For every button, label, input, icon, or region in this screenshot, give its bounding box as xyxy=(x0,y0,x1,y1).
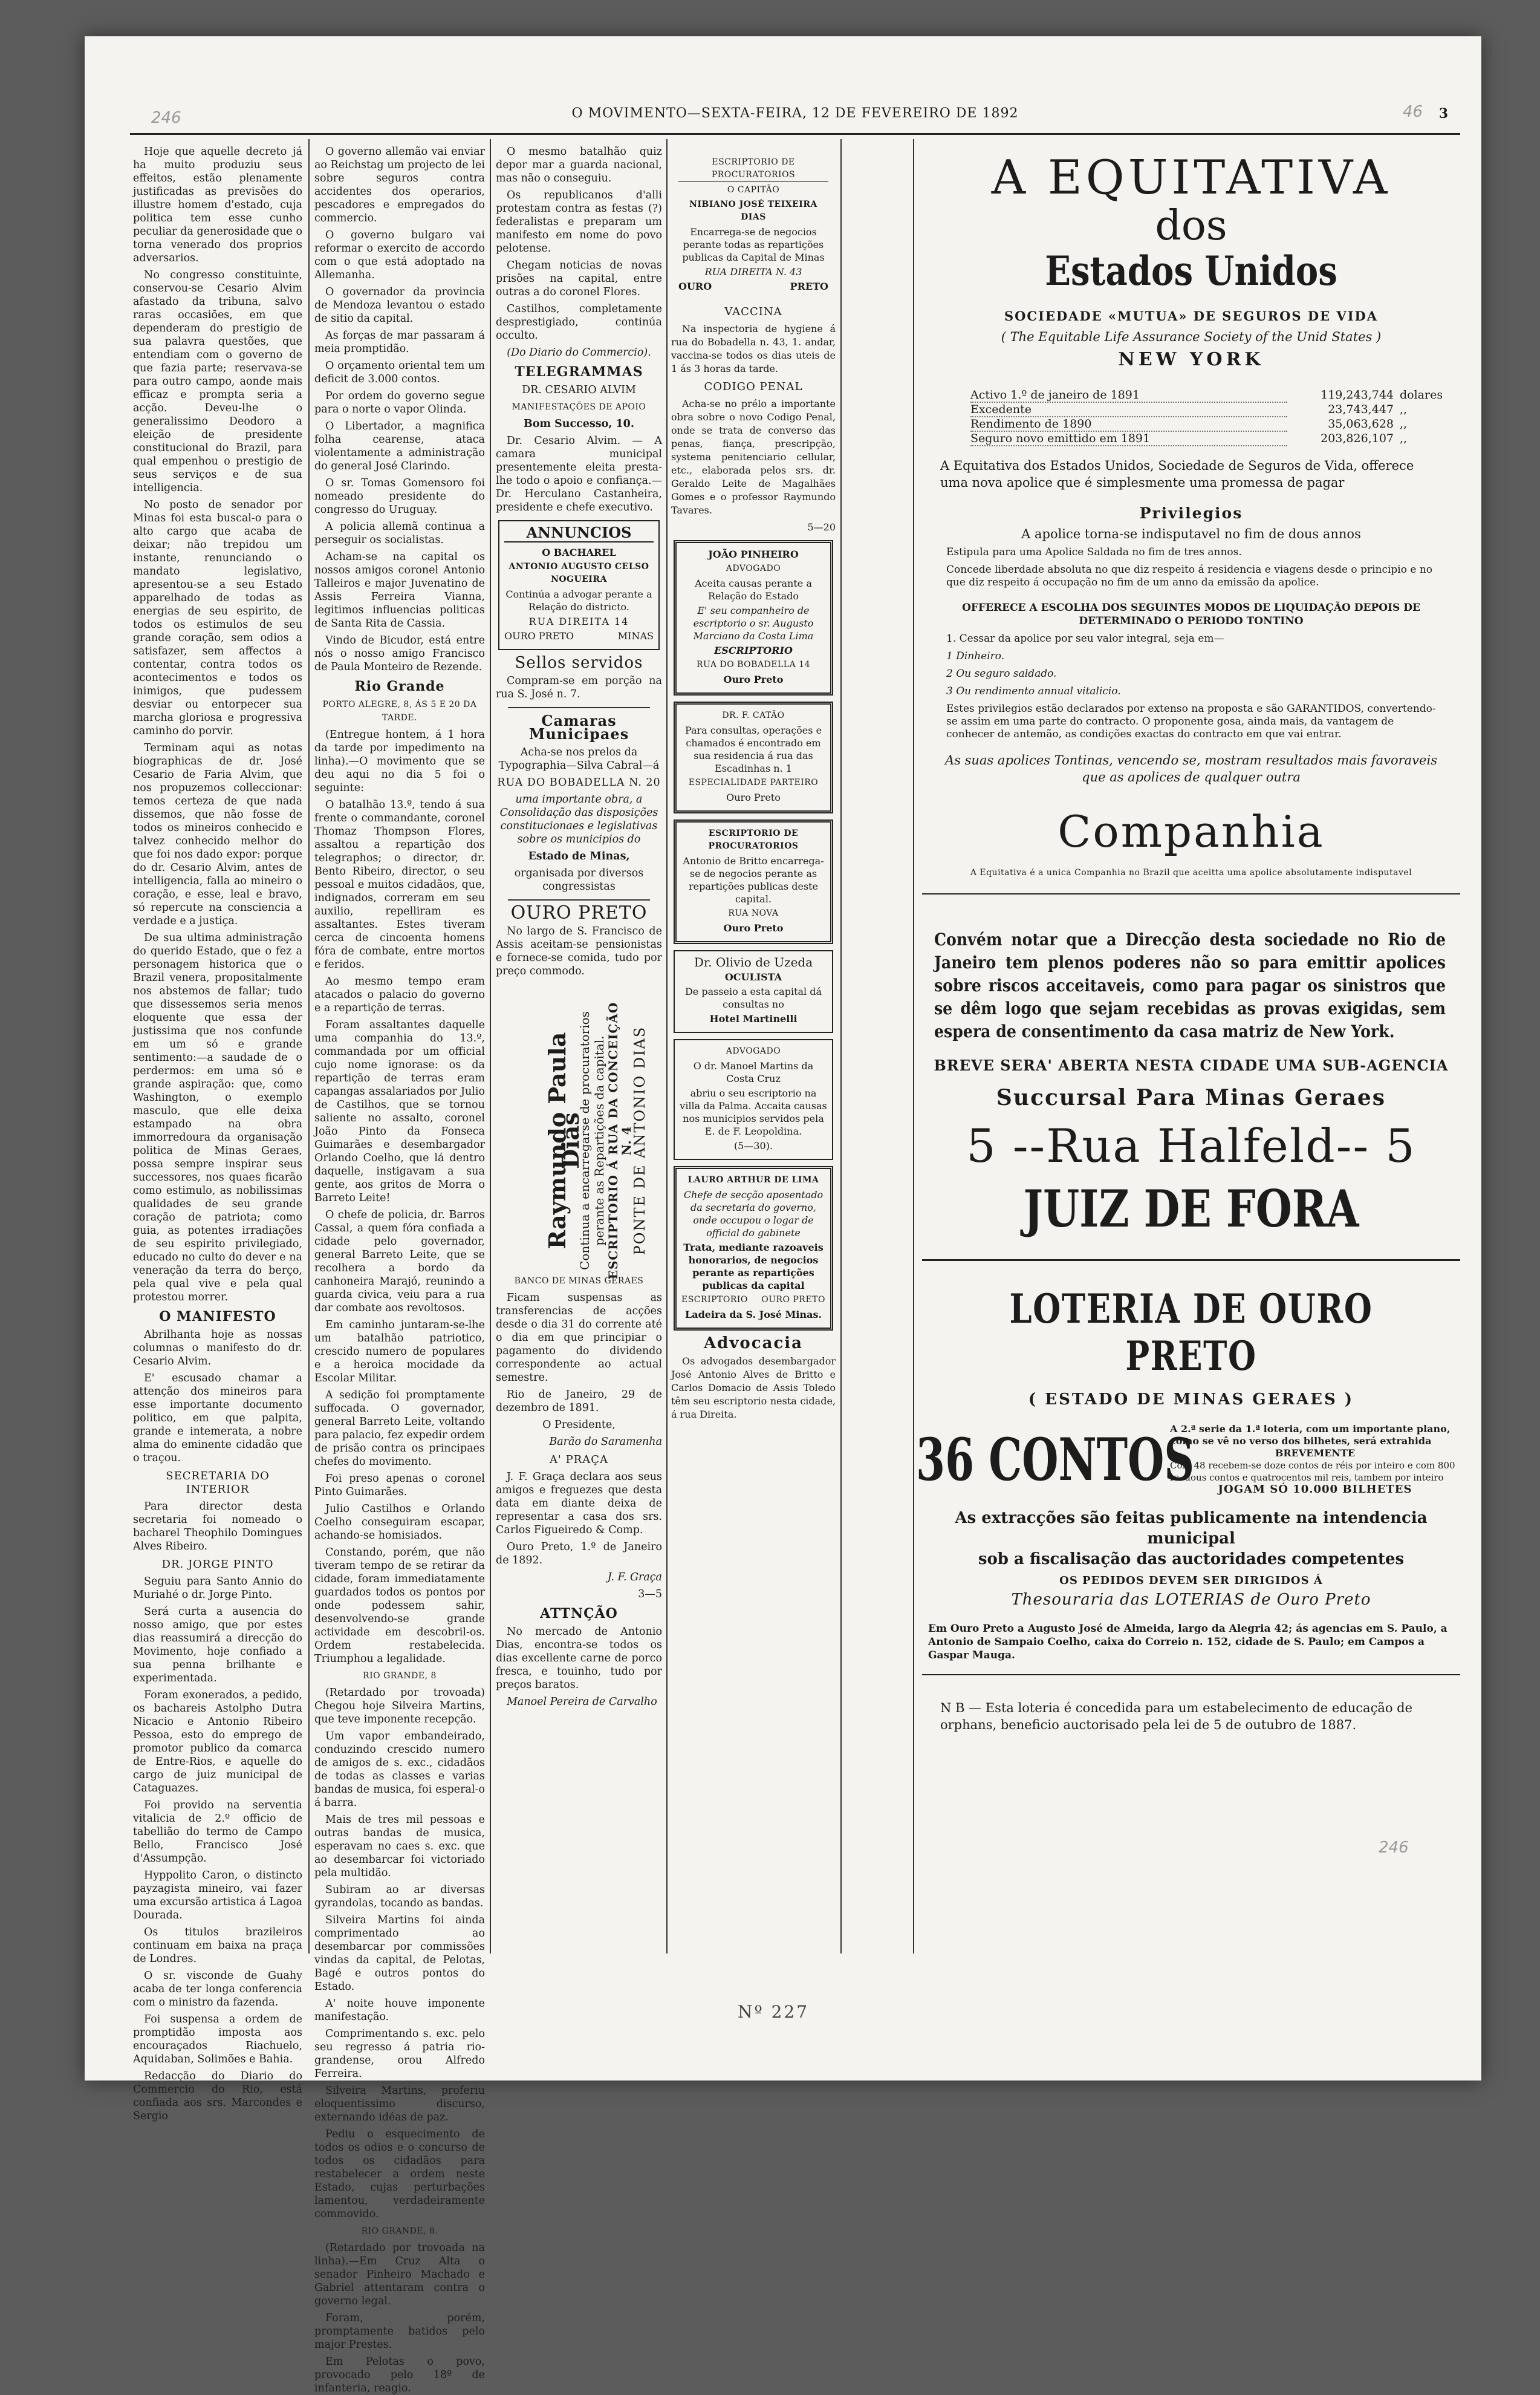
ad-line: JOÃO PINHEIRO xyxy=(708,549,799,560)
telegram-name: DR. CESARIO ALVIM xyxy=(522,384,636,396)
ad-line: ESCRIPTORIO Á RUA DA CONCEIÇÃO N. 4 xyxy=(606,1002,634,1280)
ad-line: Antonio de Britto encarrega-se de negocios perante as repartições publicas deste capital. xyxy=(683,855,824,905)
article-paragraph: Os titulos brazileiros continuam em baixa na praça de Londres. xyxy=(133,1926,302,1965)
news-item: Foram assaltantes daquelle uma companhia do 13.º, commandada por um official cujo nome ignorase: os da repartição de terras eram capangas assalariados por Julio de Castilhos, que se tornou saliente no assalto, coronel João Pinto da Fonseca Guimarães e desembargador Orlando Coelho, que lá dentro daquelle, instigavam a sua gente, aos gritos de Morra o Barreto Leite! xyxy=(314,1019,485,1204)
prize-row xyxy=(916,1423,1460,1496)
ad-line xyxy=(681,1294,825,1306)
ad-line: Continua a encarregarse de procuratorios perante as Repartições da capital. xyxy=(577,1011,606,1270)
ad-line: Hotel Martinelli xyxy=(709,1013,798,1025)
column-2 xyxy=(314,145,485,2394)
ad-line: Ouro Preto xyxy=(723,922,784,934)
stat-row xyxy=(970,432,1442,446)
pedidos-line: OS PEDIDOS DEVEM SER DIRIGIDOS Á xyxy=(1059,1574,1323,1587)
ad-title-dos: dos xyxy=(1155,202,1227,250)
prize-line: Com 48 recebem-se doze contos de réis por inteiro e com 800 rs. dous contos e quatrocentos mil reis, tambem por inteiro xyxy=(1170,1460,1455,1483)
ad-line: OURO PRETO xyxy=(761,1295,825,1305)
ad-line: OURO PRETO xyxy=(504,630,574,642)
tontina-text: As suas apolices Tontinas, vencendo se, mostram resultados mais favoraveis que as apolices de qualquer outra xyxy=(945,753,1437,784)
address-heading: 5 --Rua Halfeld-- 5 xyxy=(966,1119,1416,1173)
ad-line: ESCRIPTORIO DE PROCURATORIOS xyxy=(678,156,828,182)
margin-note-left: 246 xyxy=(151,109,181,127)
ad-line: O dr. Manoel Martins da Costa Cruz xyxy=(693,1060,814,1084)
section-heading: ANNUNCIOS xyxy=(504,526,654,543)
ad-line: Continúa a advogar perante a Relação do districto. xyxy=(505,588,652,613)
telegram-place: Bom Successo, 10. xyxy=(524,418,634,430)
article-paragraph: Foram exonerados, a pedido, os bachareis Astolpho Dutra Nicacio e Antonio Ribeiro Pessoa, esto do emprego de promotor publico da comarca de Entre-Rios, e aquelle do cargo de juiz municipal de Cataguazes. xyxy=(133,1689,302,1794)
news-item: Comprimentando s. exc. pelo seu regresso á patria rio-grandense, orou Alfredo Ferreira. xyxy=(314,2028,485,2080)
extraction-line: As extracções são feitas publicamente na intendencia municipal xyxy=(955,1509,1428,1548)
ad-line: LAURO ARTHUR DE LIMA xyxy=(687,1175,819,1185)
ad-text: Na inspectoria de hygiene á rua do Bobadella n. 43, 1. andar, vaccina-se todos os dias uteis de 1 ás 3 horas da tarde. xyxy=(671,323,836,374)
ad-line: ESCRIPTORIO xyxy=(714,645,793,656)
section-heading: TELEGRAMMAS xyxy=(515,364,643,380)
news-item: Ao mesmo tempo eram atacados o palacio do governo e a repartição de terras. xyxy=(314,976,485,1014)
ad-signature: Manoel Pereira de Carvalho xyxy=(507,1696,657,1708)
article-paragraph: Hyppolito Caron, o distincto payzagista mineiro, vai fazer uma excursão artistica á Lagoa Dourada. xyxy=(133,1869,302,1921)
ad-line: DR. F. CATÃO xyxy=(722,711,785,720)
offer-heading: OFFERECE A ESCOLHA DOS SEGUINTES MODOS DE LIQUIDAÇÃO DEPOIS DE DETERMINADO O PERIODO TONTINO xyxy=(962,602,1420,627)
news-item: O governo allemão vai enviar ao Reichstag um projecto de lei sobre seguros contra accidentes dos operarios, pescadores e empregados do commercio. xyxy=(314,146,485,224)
privilegios-heading: Privilegios xyxy=(1139,504,1243,522)
news-item: Silveira Martins, proferiu eloquentissimo discurso, externando idéas de paz. xyxy=(314,2085,485,2123)
ad-britto xyxy=(674,820,833,944)
stat-label: Activo 1.º de janeiro de 1891 xyxy=(970,388,1287,403)
stats-table xyxy=(922,388,1460,446)
ad-line: RUA DIREITA 14 xyxy=(528,616,629,627)
agency-list: Em Ouro Preto a Augusto José de Almeida, largo da Alegria 42; ás agencias em S. Paulo, a Antonio de Sampaio Coelho, caixa do Correio n. 152, cidade de S. Paulo; em Campos a Gaspar Mauga. xyxy=(928,1623,1447,1661)
prize-amount: 36 CONTOS xyxy=(916,1425,1195,1494)
ad-line: ADVOGADO xyxy=(726,1046,781,1056)
ad-line: Ouro Preto xyxy=(726,792,781,803)
section-heading: OURO PRETO xyxy=(510,902,648,924)
section-heading: BANCO DE MINAS GERAES xyxy=(514,1276,644,1286)
ad-text: uma importante obra, a Consolidação das disposições constitucionaes e legislativas sobre os municipios do xyxy=(499,793,658,846)
ad-line: abriu o seu escriptorio na villa da Palma. Accaita causas nos municipios servidos pela E. de F. Leopoldina. xyxy=(680,1087,827,1137)
ad-paragraph: A Equitativa dos Estados Unidos, Sociedade de Seguros de Vida, offerece uma nova apolice que é simplesmente uma promessa de pagar xyxy=(940,458,1414,490)
section-heading: Sellos servidos xyxy=(515,654,643,672)
margin-note-bottom-right: 246 xyxy=(1379,1839,1409,1857)
dateline: PORTO ALEGRE, 8, ÁS 5 E 20 DA TARDE. xyxy=(322,700,477,723)
news-item: Acham-se na capital os nossos amigos coronel Antonio Talleiros e major Juvenatino de Assis Ferreira Vianna, legitimos influencias politicas de Santa Rita de Cassia. xyxy=(314,551,485,630)
stat-row xyxy=(970,403,1442,417)
news-item: O sr. Tomas Gomensoro foi nomeado presidente do congresso do Uruguay. xyxy=(314,477,485,516)
news-item: A' noite houve imponente manifestação. xyxy=(314,1998,485,2023)
article-paragraph: O sr. visconde de Guahy acaba de ter longa conferencia com o ministro da fazenda. xyxy=(133,1970,302,2009)
news-item: Castilhos, completamente desprestigiado, continúa occulto. xyxy=(496,303,662,342)
ad-line: ESCRIPTORIO DE PROCURATORIOS xyxy=(708,829,799,851)
nb-note: N B — Esta loteria é concedida para um estabelecimento de educação de orphans, beneficio auctorisado pela lei de 5 de outubro de 1887. xyxy=(940,1701,1413,1732)
news-item: Um vapor embandeirado, conduzindo crescido numero de amigos de s. exc., cidadãos de todas as classes e varias bandas de musica, foi esperal-o á barra. xyxy=(314,1730,485,1809)
news-item: Julio Castilhos e Orlando Coelho conseguiram escapar, achando-se homisiados. xyxy=(314,1503,485,1542)
news-item: Mais de tres mil pessoas e outras bandas de musica, esperavam no caes s. exc. que ao desembarcar foi victoriado pela multidão. xyxy=(314,1814,485,1879)
ad-text: Ficam suspensas as transferencias de acções desde o dia 31 do corrente até o dia em que principiar o pagamento do dividendo correspondente ao actual semestre. xyxy=(496,1292,662,1384)
stat-label: Rendimento de 1890 xyxy=(970,417,1287,432)
option-item: 3 Ou rendimento annual vitalicio. xyxy=(946,685,1121,697)
news-item: Constando, porém, que não tiveram tempo de se retirar da cidade, foram immediatamente guardados todos os pontos por onde podessem sahir, desenvolvendo-se grande actividade em descobril-os. Ordem restabelecida. Triumphou a legalidade. xyxy=(314,1546,485,1665)
ad-text: Acha-se no prélo a importante obra sobre o novo Codigo Penal, onde se trata de converso das penas, fiança, prescripção, systema penitenciario cellular, etc., elaborada pelos srs. dr. Geraldo Leite de Magalhães Gomes e o professor Raymundo Tavares. xyxy=(671,398,836,516)
section-heading: Rio Grande xyxy=(354,679,445,694)
ad-line: ESPECIALIDADE PARTEIRO xyxy=(688,778,819,787)
news-item: (Entregue hontem, á 1 hora da tarde por impedimento na linha).—O movimento que se deu aqui no dia 5 foi o seguinte: xyxy=(314,729,485,794)
stat-unit: ,, xyxy=(1400,403,1408,416)
ad-line xyxy=(678,280,828,293)
ad-line: OCULISTA xyxy=(724,971,782,983)
ad-english-name: ( The Equitable Life Assurance Society of the Unid States ) xyxy=(1001,330,1382,344)
ad-nogueira xyxy=(498,520,660,650)
stat-label: Excedente xyxy=(970,403,1287,417)
stat-value: 119,243,744 xyxy=(1321,388,1394,402)
ad-line: Trata, mediante razoaveis honorarios, de negocios perante as repartições publicas da capital xyxy=(683,1242,824,1291)
news-item: O mesmo batalhão quiz depor mar a guarda nacional, mas não o conseguiu. xyxy=(496,146,662,184)
column-3 xyxy=(496,145,662,1960)
sub-agencia-notice: BREVE SERA' ABERTA NESTA CIDADE UMA SUB-AGENCIA xyxy=(934,1057,1449,1074)
article-paragraph: Para director desta secretaria foi nomeado o bacharel Theophilo Domingues Alves Ribeiro. xyxy=(133,1501,302,1553)
news-item: Em Pelotas o povo, provocado pelo 18º de infanteria, reagio. xyxy=(314,2356,485,2394)
news-item: Subiram ao ar diversas gyrandolas, tocando as bandas. xyxy=(314,1884,485,1909)
separator xyxy=(922,1674,1460,1675)
ad-name: Raymundo Paula Dias xyxy=(544,1032,584,1250)
section-heading: A' PRAÇA xyxy=(549,1453,609,1466)
ad-text: Os advogados desembargador José Antonio Alves de Britto e Carlos Domacio de Assis Toledo têm seu escriptorio nesta cidade, á rua Direita. xyxy=(671,1355,836,1420)
ad-line: (5—30). xyxy=(733,1140,773,1152)
separator xyxy=(508,707,650,708)
ad-text: Compram-se em porção na rua S. José n. 7. xyxy=(496,675,662,700)
prize-info xyxy=(1170,1423,1460,1496)
section-heading: SECRETARIA DO INTERIOR xyxy=(166,1470,270,1496)
companhia-heading: Companhia xyxy=(1058,806,1325,857)
news-item: O governador da provincia de Mendoza levantou o estado de sitio da capital. xyxy=(314,286,485,325)
privilegios-item: Concede liberdade absoluta no que diz respeito á residencia e viagens desde o principio e no que diz respeito á occupação no fim de um anno da emissão da apolice. xyxy=(946,564,1433,588)
news-item: O orçamento oriental tem um deficit de 3.000 contos. xyxy=(314,360,485,385)
option-item: 1. Cessar da apolice por seu valor integral, seja em— xyxy=(946,633,1224,645)
news-item: (Retardado por trovoada na linha).—Em Cruz Alta o senador Pinheiro Machado e Gabriel attentaram contra o governo legal. xyxy=(314,2242,485,2307)
news-item: Os republicanos d'alli protestam contra as festas (?) federalistas e preparam um manifesto em nome do povo pelotense. xyxy=(496,189,662,255)
separator xyxy=(508,899,650,901)
article-paragraph: Foi suspensa a ordem de promptidão imposta aos encouraçados Riachuelo, Aquidaban, Solimões e Bahia. xyxy=(133,2013,302,2065)
news-item: Em caminho juntaram-se-lhe um batalhão patriotico, crescido numero de populares e a heroica mocidade da Escolar Militar. xyxy=(314,1319,485,1384)
stat-unit: dolares xyxy=(1400,388,1443,402)
ad-line: Chefe de secção aposentado da secretaria do governo, onde occupou o logar de official do gabinete xyxy=(683,1189,824,1239)
vertical-ad xyxy=(496,984,662,1280)
ad-city: NEW YORK xyxy=(1118,349,1264,370)
stat-row xyxy=(970,417,1442,432)
ad-signature: Barão do Saramenha xyxy=(549,1436,662,1448)
article-paragraph: Terminam aqui as notas biographicas de dr. José Cesario de Faria Alvim, que nos propuzemos colleccionar: temos certeza de que nada dissemos, que não fosse de todos os mineiros conhecido e talvez conhecido melhor do que foi nos dado expor: porque do dr. Cesario Alvim, antes de intelligencia, falla ao mineiro o coração, e esse, leal e bravo, só repercute na consciencia a verdade e a justiça. xyxy=(133,742,302,927)
ad-signature: J. F. Graça xyxy=(607,1571,662,1583)
margin-note-right: 46 xyxy=(1403,103,1423,121)
column-divider xyxy=(666,139,668,1953)
ad-line: Dr. Olivio de Uzeda xyxy=(694,955,813,969)
telegram-text: Dr. Cesario Alvim. — A camara municipal presentemente eleita presta-lhe todo o apoio e confiança.—Dr. Herculano Castanheira, presidente e chefe executivo. xyxy=(496,435,662,513)
stat-value: 23,743,447 xyxy=(1328,403,1394,416)
ad-title: A EQUITATIVA xyxy=(991,151,1391,205)
section-heading: CODIGO PENAL xyxy=(704,380,803,393)
ad-text: organisada por diversos congressistas xyxy=(514,867,644,893)
section-heading: O MANIFESTO xyxy=(159,1309,276,1325)
ad-lauro xyxy=(674,1166,833,1331)
archive-number: Nº 227 xyxy=(738,2002,810,2022)
news-item: O batalhão 13.º, tendo á sua frente o commandante, coronel Thomaz Thompson Flores, assaltou a repartição dos telegraphos; o director, dr. Bento Ribeiro, director, o seu pessoal e muitos cidadãos, que, indignados, correram em seu auxilio, repelliram es assaltantes. Estes tiveram cerca de cincoenta homens fóra de combate, entre mortos e feridos. xyxy=(314,799,485,971)
article-paragraph: No posto de senador por Minas foi esta buscal-o para o alto cargo que acaba de deixar; não trepidou um instante, renunciando o mandato legislativo, apresentou-se a seu Estado apparelhado de todas as energias de seu espirito, de todos os estimulos de seu grande coração, sem odios a satisfazer, sem affectos a contentar, contra todos os acontecimentos e todos os inimigos, que pudessem desviar ou entorpecer sua marcha gloriosa e progressiva caminho do porvir. xyxy=(133,499,302,737)
stat-label: Seguro novo emittido em 1891 xyxy=(970,432,1287,446)
ad-line: Encarrega-se de negocios perante todas as repartições publicas da Capital de Minas xyxy=(682,226,825,263)
privilegios-subtitle: A apolice torna-se indisputavel no fim de dous annos xyxy=(1021,527,1361,541)
ad-text: RUA DO BOBADELLA N. 20 xyxy=(497,777,661,789)
option-item: Estes privilegios estão declarados por extenso na proposta e são GARANTIDOS, convertendo-se assim em uma parte do contracto. O proponente gosa, ainda mais, da vantagem de conhecer de antemão, as condições exactas do contracto em que vai entrar. xyxy=(946,703,1436,740)
column-divider xyxy=(308,139,310,1953)
stat-unit: ,, xyxy=(1400,417,1408,431)
ad-joao-pinheiro xyxy=(674,540,833,696)
column-1 xyxy=(133,145,302,2122)
column-4 xyxy=(671,145,836,1960)
news-item: As forças de mar passaram á meia promptidão. xyxy=(314,330,485,355)
article-paragraph: E' escusado chamar a attenção dos mineiros para esse importante documento politico, em que palpita, grande e intemerata, a nobre alma do eminente cidadão que o traçou. xyxy=(133,1372,302,1464)
news-item: O chefe de policia, dr. Barros Cassal, a quem fóra confiada a cidade pelo governador, general Barreto Leite, que se recolhera a bordo da canhoneira Marajó, reunindo a guarda civica, veiu para a rua dar combate aos revoltosos. xyxy=(314,1209,485,1314)
ad-line: ESCRIPTORIO xyxy=(681,1295,748,1305)
ad-line: ADVOGADO xyxy=(726,564,781,573)
city-heading: JUIZ DE FORA xyxy=(1023,1179,1359,1239)
separator xyxy=(922,893,1460,894)
column-divider xyxy=(840,139,842,1953)
separator xyxy=(922,1259,1460,1261)
thesouraria-line: Thesouraria das LOTERIAS de Ouro Preto xyxy=(1011,1591,1371,1609)
ad-line xyxy=(504,630,654,642)
extraction-line: sob a fiscalisação das auctoridades competentes xyxy=(978,1550,1405,1568)
news-item: Vindo de Bicudor, está entre nós o nosso amigo Francisco de Paula Monteiro de Rezende. xyxy=(314,634,485,673)
news-item: A sedição foi promptamente suffocada. O governador, general Barreto Leite, voltando para palacio, fez expedir ordem de prisão contra os principaes chefes do movimento. xyxy=(314,1389,485,1468)
ad-text: No largo de S. Francisco de Assis aceitam-se pensionistas e fornece-se comida, tudo por preço commodo. xyxy=(496,925,662,977)
page-header xyxy=(130,106,1460,130)
column-divider xyxy=(913,139,914,1953)
newspaper-page xyxy=(85,36,1481,2394)
section-heading: VACCINA xyxy=(724,305,782,318)
section-heading: Camaras Municipaes xyxy=(528,712,629,743)
ad-line: RUA NOVA xyxy=(728,908,779,918)
ad-title-estados: Estados Unidos xyxy=(1045,247,1337,295)
ad-line: Aceita causas perante a Relação do Estado xyxy=(695,578,812,602)
ad-text: Rio de Janeiro, 29 de dezembro de 1891. xyxy=(496,1389,662,1414)
article-paragraph: No congresso constituinte, conservou-se Cesario Alvim afastado da tribuna, salvo raras occasiões, em que dependeram do prestigio de sua palavra questões, que entendiam com o governo de que fazia parte; reservava-se para outro campo, aonde mais efficaz e prompta seria a acção. Deveu-lhe o generalissimo Deodoro a eleição de presidente constitucional do Brazil, para qual empenhou o prestigio de seus serviços e de sua intelligencia. xyxy=(133,269,302,494)
stat-row xyxy=(970,388,1442,403)
ad-uzeda xyxy=(674,950,833,1033)
telegram-subtitle: MANIFESTAÇÕES DE APOIO xyxy=(512,402,646,412)
article-paragraph: Seguiu para Santo Annio do Muriahé o dr. Jorge Pinto. xyxy=(133,1575,302,1601)
prize-line: A 2.ª serie da 1.ª loteria, com um importante plano, como se vê no verso dos bilhetes, será extrahida xyxy=(1170,1423,1451,1447)
source-credit: (Do Diario do Commercio). xyxy=(507,347,651,359)
masthead-line: O MOVIMENTO—SEXTA-FEIRA, 12 DE FEVEREIRO DE 1892 xyxy=(571,106,1019,121)
stat-unit: ,, xyxy=(1400,432,1408,445)
article-paragraph: Hoje que aquelle decreto já ha muito produziu seus effeitos, estão plenamente justificadas as previsões do illustre homem d'estado, cuja politica tem esse cunho peculiar da generosidade que o torna venerado dos proprios adversarios. xyxy=(133,146,302,264)
ad-line: E' seu companheiro de escriptorio o sr. Augusto Marciano da Costa Lima xyxy=(693,605,814,642)
stat-value: 203,826,107 xyxy=(1321,432,1394,445)
ad-line: PRETO xyxy=(790,281,828,292)
article-paragraph: Foi provido na serventia vitalicia de 2.º officio de tabellião do termo de Campo Bello, Francisco José d'Assumpção. xyxy=(133,1799,302,1865)
section-heading: DR. JORGE PINTO xyxy=(161,1558,274,1571)
article-paragraph: Abrilhanta hoje as nossas columnas o manifesto do dr. Cesario Alvim. xyxy=(133,1329,302,1367)
ad-line: RUA DO BOBADELLA 14 xyxy=(697,660,810,670)
ad-line: Ladeira da S. José Minas. xyxy=(684,1309,822,1320)
privilegios-item: Estipula para uma Apolice Saldada no fim de tres annos. xyxy=(946,546,1242,558)
unica-note: A Equitativa é a unica Companhia no Brazil que aceitta uma apolice absolutamente indisputavel xyxy=(970,868,1412,878)
ad-text: O Presidente, xyxy=(542,1419,616,1431)
page-number: 3 xyxy=(1438,106,1448,122)
news-item: Chegam noticias de novas prisões na capital, entre outras a do coronel Flores. xyxy=(496,259,662,298)
ad-number: 3—5 xyxy=(638,1588,662,1600)
loteria-title: LOTERIA DE OURO PRETO xyxy=(1009,1285,1373,1380)
section-heading: ATTNÇÃO xyxy=(540,1606,618,1621)
ad-line: ANTONIO AUGUSTO CELSO NOGUEIRA xyxy=(508,562,649,584)
ad-line: Para consultas, operações e chamados é encontrado em sua residencia á rua das Escadinhas n. 1 xyxy=(684,725,822,774)
ad-text: J. F. Graça declara aos seus amigos e freguezes que desta data em diante deixa de representar a casa dos srs. Carlos Figueiredo & Comp. xyxy=(496,1471,662,1536)
ad-text: Acha-se nos prelos da Typographia—Silva Cabral—á xyxy=(498,746,660,772)
option-item: 1 Dinheiro. xyxy=(946,650,1005,662)
news-item: Silveira Martins foi ainda comprimentado ao desembarcar por commissões vindas da capital, de Pelotas, Bagé e outros pontos do Estado. xyxy=(314,1914,485,1993)
article-paragraph: De sua ultima administração do querido Estado, que o fez a personagem historica que o Brazil venera, propositalmente nos abstemos de fallar; tudo que dissessemos seria menos eloquente que essa der justissima que nos confunde em um só e grande sentimento:—a saudade de o perdermos: em uma só e grande aspiração: que, como Washington, o exemplo masculo, que elle deixa estampado na obra immorredoura da organisação politica de Minas Geraes, possa sempre inspirar seus successores, nos quaes ficarão como estimulo, as nobilissimas qualidades de seu grande coração de patriota; como guia, as potentes irradiações de seu espirito privilegiado, educado no culto do dever e na veneração da terra do berço, pela qual vive e pela qual protestou morrer. xyxy=(133,932,302,1303)
ad-line: Ouro Preto xyxy=(723,674,784,685)
convem-notice: Convém notar que a Direcção desta sociedade no Rio de Janeiro tem plenos poderes não so para emittir apolices sobre riscos acceitaveis, como para pagar os sinistros que se dêm logo que sejam recebidas as provas exigidas, sem espera de consentimento da casa matriz de New York. xyxy=(934,930,1446,1041)
ad-line: OURO xyxy=(678,281,712,292)
header-rule xyxy=(130,133,1460,135)
article-paragraph: Será curta a ausencia do nosso amigo, que por estes dias reassumirá a direcção do Movimento, hoje confiado a sua penna brilhante e experimentada. xyxy=(133,1606,302,1684)
section-heading: Advocacia xyxy=(703,1334,804,1352)
ad-line: RUA DIREITA N. 43 xyxy=(704,266,802,278)
ad-teixeira xyxy=(674,151,833,299)
ad-text: Ouro Preto, 1.º de Janeiro de 1892. xyxy=(496,1541,662,1566)
news-item: Por ordem do governo segue para o norte o vapor Olinda. xyxy=(314,390,485,415)
option-item: 2 Ou seguro saldado. xyxy=(946,668,1057,680)
loteria-subtitle: ( ESTADO DE MINAS GERAES ) xyxy=(1028,1390,1354,1409)
ad-number: 5—20 xyxy=(807,521,836,533)
vertical-ad-text xyxy=(544,1002,648,1280)
ad-catao xyxy=(674,702,833,813)
news-item: Pediu o esquecimento de todos os odios e o concurso de todos os cidadãos para restabelecer a ordem neste Estado, cujas perturbações lamentou, verdadeiramente commovido. xyxy=(314,2128,485,2220)
ad-line: PONTE DE ANTONIO DIAS xyxy=(631,1026,648,1256)
ad-subtitle: SOCIEDADE «MUTUA» DE SEGUROS DE VIDA xyxy=(1004,308,1379,324)
news-item: O governo bulgaro vai reformar o exercito de accordo com o que está adoptado na Allemanha. xyxy=(314,229,485,281)
news-item: Foi preso apenas o coronel Pinto Guimarães. xyxy=(314,1473,485,1498)
ad-line: NIBIANO JOSÉ TEIXEIRA DIAS xyxy=(689,200,817,222)
ad-line: O BACHAREL xyxy=(542,547,616,558)
succursal-heading: Succursal Para Minas Geraes xyxy=(996,1085,1386,1110)
prize-line: JOGAM SÓ 10.000 BILHETES xyxy=(1218,1483,1412,1496)
dateline: RIO GRANDE, 8 xyxy=(363,1671,437,1681)
ad-line: De passeio a esta capital dá consultas no xyxy=(684,986,822,1010)
ad-martins xyxy=(674,1039,833,1160)
news-item: Foram, porém, promptamente batidos pelo major Prestes. xyxy=(314,2312,485,2351)
ad-text: Estado de Minas, xyxy=(528,850,630,862)
ad-line: O CAPITÃO xyxy=(727,185,780,195)
prize-line: BREVEMENTE xyxy=(1275,1447,1356,1459)
column-divider xyxy=(490,139,491,1953)
stat-value: 35,063,628 xyxy=(1328,417,1394,431)
equitativa-advertisement xyxy=(916,145,1460,1733)
news-item: A policia allemã continua a perseguir os socialistas. xyxy=(314,521,485,546)
news-item: O Libertador, a magnifica folha cearense, ataca violentamente a administração do general José Clarindo. xyxy=(314,420,485,472)
news-item: (Retardado por trovoada) Chegou hoje Silveira Martins, que teve imponente recepção. xyxy=(314,1687,485,1725)
article-paragraph: Redacção do Diario do Commercio do Rio, está confiada aos srs. Marcondes e Sergio xyxy=(133,2070,302,2122)
dateline: RIO GRANDE, 8. xyxy=(361,2226,438,2236)
ad-text: No mercado de Antonio Dias, encontra-se todos os dias excellente carne de porco fresca, e touinho, tudo por preços baratos. xyxy=(496,1626,662,1691)
ad-line: MINAS xyxy=(617,630,654,642)
